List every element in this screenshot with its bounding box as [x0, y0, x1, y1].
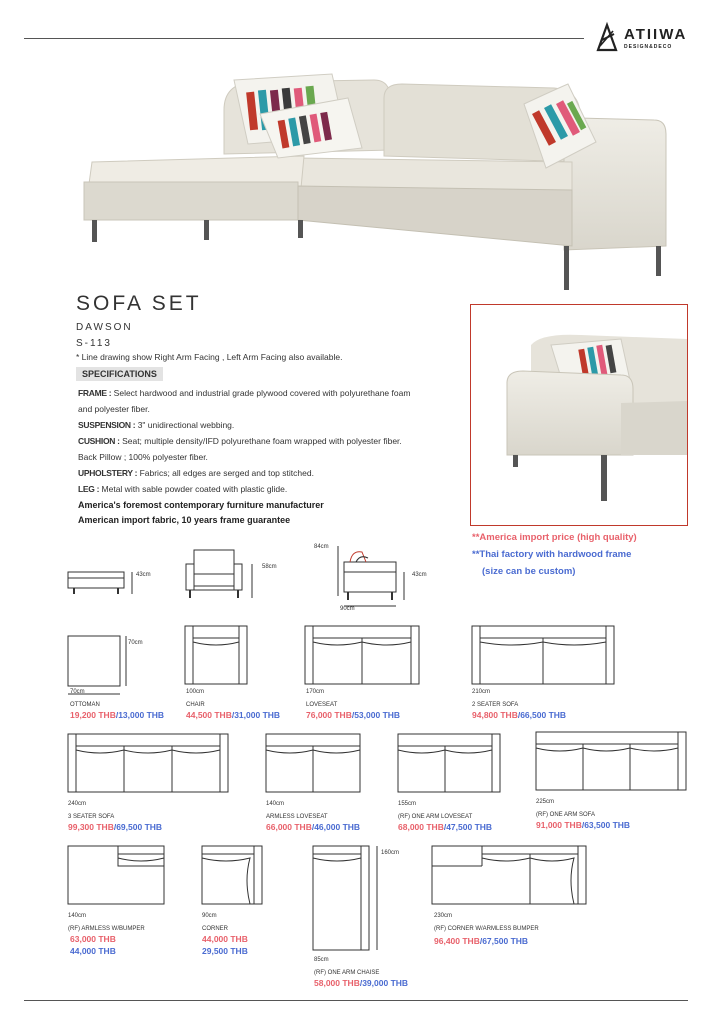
three-seater-price: 99,300 THB/69,500 THB	[68, 822, 163, 832]
claim-manufacturer: America's foremost contemporary furniture manufacturer	[78, 500, 324, 510]
armless-bumper-width: 140cm	[68, 913, 87, 919]
corner-bumper-width: 230cm	[434, 913, 453, 919]
total-height: 84cm	[314, 544, 329, 550]
chair-label: CHAIR	[186, 702, 205, 708]
brand-logo	[594, 22, 704, 56]
corner-bumper-plan-drawing	[432, 846, 588, 908]
spec-line: Back Pillow ; 100% polyester fiber.	[78, 452, 208, 462]
spec-heading: SPECIFICATIONS	[76, 367, 163, 381]
one-arm-sofa-plan-drawing	[536, 732, 688, 794]
chair-price: 44,500 THB/31,000 THB	[186, 710, 281, 720]
loveseat-plan-drawing	[305, 626, 421, 688]
corner-price-us: 44,000 THB	[202, 934, 248, 944]
three-seater-label: 3 SEATER SOFA	[68, 814, 115, 820]
ottoman-height: 43cm	[136, 572, 151, 578]
two-seater-label: 2 SEATER SOFA	[472, 702, 519, 708]
brand-mark-icon	[594, 22, 620, 52]
armless-loveseat-plan-drawing	[266, 734, 362, 796]
ottoman-width: 70cm	[70, 689, 85, 695]
three-seater-plan-drawing	[68, 734, 230, 796]
spec-line: LEG : Metal with sable powder coated with plastic glide.	[78, 484, 288, 494]
loveseat-price: 76,000 THB/53,000 THB	[306, 710, 401, 720]
corner-price-th: 29,500 THB	[202, 946, 248, 956]
armless-bumper-price-us: 63,000 THB	[70, 934, 116, 944]
one-arm-sofa-price: 91,000 THB/63,500 THB	[536, 820, 631, 830]
one-arm-sofa-width: 225cm	[536, 799, 555, 805]
product-note: * Line drawing show Right Arm Facing , Left Arm Facing also available.	[76, 352, 343, 362]
armless-loveseat-width: 140cm	[266, 801, 285, 807]
spec-line: CUSHION : Seat; multiple density/IFD polyurethane foam wrapped with polyester fiber.	[78, 436, 402, 446]
chair-width: 100cm	[186, 689, 205, 695]
detail-sofa-image	[471, 305, 687, 525]
product-title: SOFA SET	[76, 292, 202, 315]
corner-label: CORNER	[202, 926, 229, 932]
chaise-label: (RF) ONE ARM CHAISE	[314, 970, 380, 976]
chaise-width: 85cm	[314, 957, 329, 963]
two-seater-plan-drawing	[472, 626, 616, 688]
corner-bumper-label: (RF) CORNER W/ARMLESS BUMPER	[434, 926, 539, 932]
product-model: DAWSON	[76, 322, 133, 333]
chaise-price: 58,000 THB/39,000 THB	[314, 978, 409, 988]
price-note-custom: (size can be custom)	[482, 566, 576, 577]
ottoman-depth: 70cm	[128, 640, 143, 646]
three-seater-width: 240cm	[68, 801, 87, 807]
chaise-depth: 160cm	[381, 850, 400, 856]
armless-bumper-price-th: 44,000 THB	[70, 946, 116, 956]
one-arm-loveseat-width: 155cm	[398, 801, 417, 807]
one-arm-loveseat-plan-drawing	[398, 734, 502, 796]
depth-label: 90cm	[340, 606, 355, 612]
corner-width: 90cm	[202, 913, 217, 919]
brand-name: ATIIWA	[624, 26, 688, 43]
two-seater-price: 94,800 THB/66,500 THB	[472, 710, 567, 720]
armless-bumper-plan-drawing	[68, 846, 168, 908]
one-arm-loveseat-price: 68,000 THB/47,500 THB	[398, 822, 493, 832]
price-note-america: **America import price (high quality)	[472, 532, 637, 543]
chair-elevation-drawing	[184, 548, 264, 602]
chair-plan-drawing	[185, 626, 249, 688]
spec-line: FRAME : Select hardwood and industrial grade plywood covered with polyurethane foam	[78, 388, 411, 398]
spec-line: UPHOLSTERY : Fabrics; all edges are serged and top stitched.	[78, 468, 314, 478]
hero-sofa-image	[84, 70, 684, 300]
one-arm-sofa-label: (RF) ONE ARM SOFA	[536, 812, 596, 818]
footer-rule	[24, 1000, 688, 1001]
armless-loveseat-label: ARMLESS LOVESEAT	[266, 814, 328, 820]
ottoman-price: 19,200 THB/13,000 THB	[70, 710, 165, 720]
loveseat-label: LOVESEAT	[306, 702, 338, 708]
spec-line: SUSPENSION : 3" unidirectional webbing.	[78, 420, 235, 430]
detail-photo-frame	[470, 304, 688, 526]
seat-height: 43cm	[412, 572, 427, 578]
armless-loveseat-price: 66,000 THB/46,000 THB	[266, 822, 361, 832]
corner-bumper-price: 96,400 THB/67,500 THB	[434, 936, 529, 946]
brand-tagline: DESIGN&DECO	[624, 44, 673, 50]
chaise-plan-drawing	[313, 846, 377, 954]
chair-height: 58cm	[262, 564, 277, 570]
armless-bumper-label: (RF) ARMLESS W/BUMPER	[68, 926, 145, 932]
corner-plan-drawing	[202, 846, 266, 908]
header-rule	[24, 38, 584, 39]
price-note-thai: **Thai factory with hardwood frame	[472, 549, 632, 560]
product-code: S-113	[76, 338, 112, 349]
loveseat-width: 170cm	[306, 689, 325, 695]
two-seater-width: 210cm	[472, 689, 491, 695]
side-profile-drawing	[332, 544, 412, 610]
one-arm-loveseat-label: (RF) ONE ARM LOVESEAT	[398, 814, 473, 820]
ottoman-label: OTTOMAN	[70, 702, 100, 708]
spec-line: and polyester fiber.	[78, 404, 150, 414]
claim-guarantee: American import fabric, 10 years frame guarantee	[78, 515, 291, 525]
